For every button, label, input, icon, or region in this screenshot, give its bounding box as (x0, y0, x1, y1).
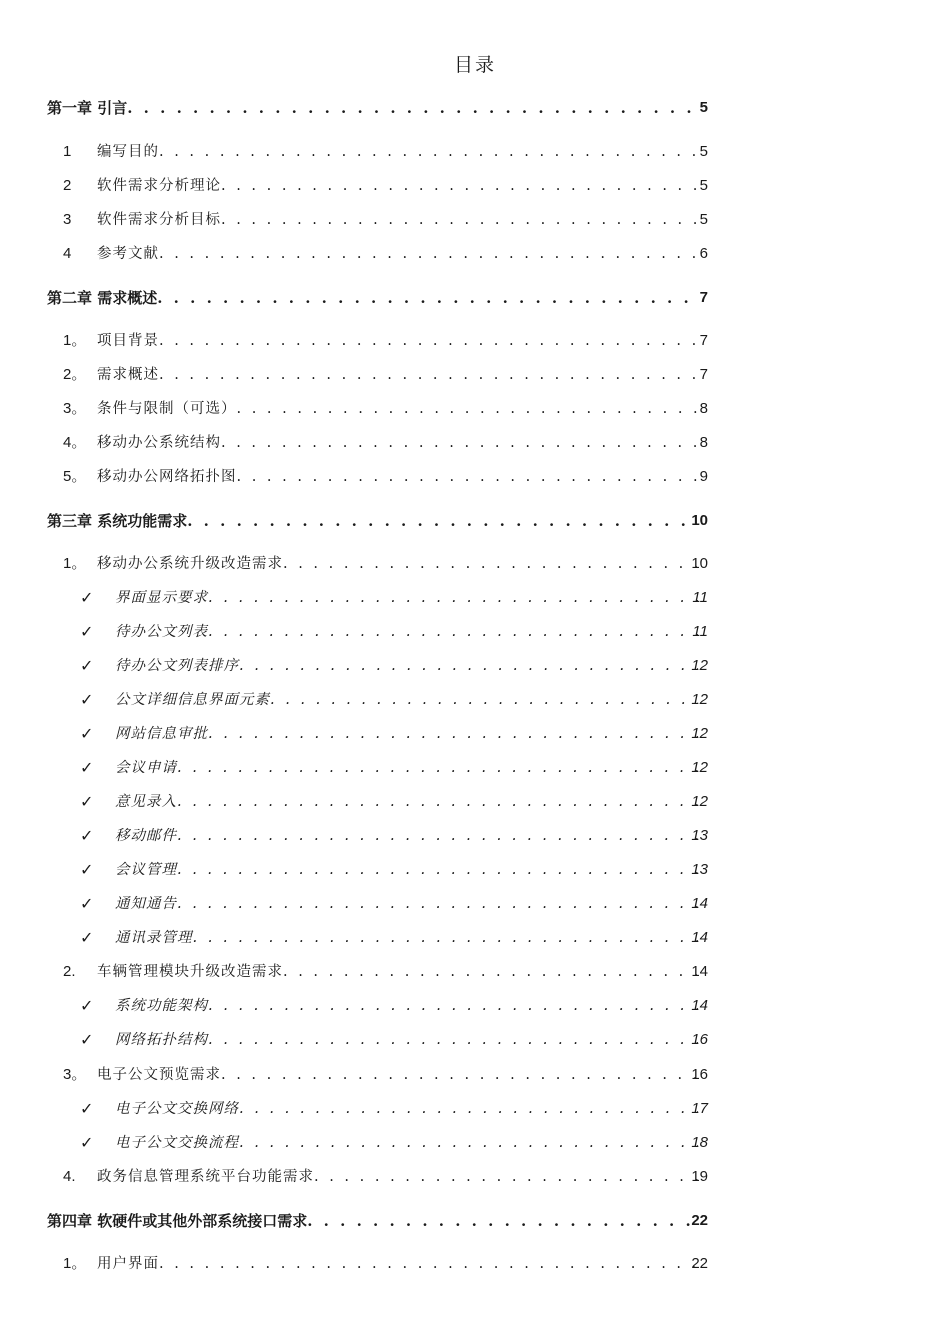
toc-entry-page-number: 12 (691, 759, 708, 776)
toc-entry-sub[interactable] (0, 1028, 950, 1050)
toc-entry-title: 待办公文列表 (115, 624, 208, 640)
dot-leader (208, 588, 698, 608)
toc-title: 目录 (453, 54, 496, 76)
toc-entry-sub[interactable] (0, 790, 950, 812)
toc-entry-page-number: 5 (699, 211, 708, 228)
toc-entry-page-number: 6 (699, 245, 708, 262)
toc-entry-chapter[interactable] (0, 509, 950, 531)
dot-leader (159, 244, 698, 264)
checkmark-icon: ✓ (80, 656, 94, 675)
dot-leader (159, 142, 698, 162)
dot-leader (237, 399, 699, 419)
toc-entry-title: 车辆管理模块升级改造需求 (97, 964, 283, 980)
dot-leader (177, 826, 698, 846)
dot-leader (177, 758, 698, 778)
toc-entry-title: 用户界面 (97, 1256, 159, 1272)
toc-entry-number: 4 (63, 245, 72, 262)
dot-leader (283, 962, 698, 982)
checkmark-icon: ✓ (80, 690, 94, 709)
toc-entry-sub[interactable] (0, 994, 950, 1016)
toc-entry-sec[interactable] (0, 465, 950, 487)
toc-entry-page-number: 18 (691, 1134, 708, 1151)
toc-entry-sub[interactable] (0, 824, 950, 846)
toc-entry-number: 1 (63, 143, 72, 160)
dot-leader (159, 331, 698, 351)
toc-entry-page-number: 14 (691, 929, 708, 946)
toc-entry-sec[interactable] (0, 140, 950, 162)
checkmark-icon: ✓ (80, 622, 94, 641)
toc-entry-sec[interactable] (0, 397, 950, 419)
toc-entry-title: 第三章 系统功能需求 (47, 512, 188, 530)
dot-leader (239, 1133, 698, 1153)
toc-entry-number: 3。 (63, 1066, 87, 1083)
toc-entry-title: 会议管理 (115, 862, 177, 878)
toc-entry-sec[interactable] (0, 1165, 950, 1187)
toc-entry-page-number: 11 (692, 589, 708, 606)
toc-entry-title: 系统功能架构 (115, 998, 208, 1014)
checkmark-icon: ✓ (80, 996, 94, 1015)
toc-entry-sec[interactable] (0, 1252, 950, 1274)
toc-entry-number: 1。 (63, 555, 87, 572)
dot-leader (208, 622, 698, 642)
checkmark-icon: ✓ (80, 928, 94, 947)
toc-entry-title: 项目背景 (97, 333, 159, 349)
toc-entry-sec[interactable] (0, 431, 950, 453)
toc-entry-title: 条件与限制（可选） (97, 401, 237, 417)
toc-entry-sub[interactable] (0, 858, 950, 880)
toc-entry-title: 政务信息管理系统平台功能需求 (97, 1169, 314, 1185)
dot-leader (221, 433, 698, 453)
dot-leader (307, 1211, 698, 1231)
toc-entry-number: 2. (63, 963, 76, 980)
toc-entry-number: 2 (63, 177, 72, 194)
toc-entry-page-number: 12 (691, 691, 708, 708)
toc-entry-number: 5。 (63, 468, 87, 485)
dot-leader (187, 511, 698, 531)
toc-entry-page-number: 17 (691, 1100, 708, 1117)
toc-entry-number: 4. (63, 1168, 76, 1185)
toc-entry-title: 移动办公系统升级改造需求 (97, 556, 283, 572)
dot-leader (127, 98, 698, 118)
checkmark-icon: ✓ (80, 826, 94, 845)
toc-entry-page-number: 16 (691, 1031, 708, 1048)
toc-entry-page-number: 12 (691, 657, 708, 674)
toc-entry-page-number: 8 (699, 434, 708, 451)
toc-entry-title: 第四章 软硬件或其他外部系统接口需求 (47, 1212, 308, 1230)
toc-entry-title: 参考文献 (97, 246, 159, 262)
toc-entry-title: 界面显示要求 (115, 590, 208, 606)
toc-entry-sub[interactable] (0, 688, 950, 710)
dot-leader (177, 860, 698, 880)
toc-entry-sub[interactable] (0, 586, 950, 608)
toc-entry-title: 第二章 需求概述 (47, 289, 158, 307)
checkmark-icon: ✓ (80, 724, 94, 743)
dot-leader (237, 467, 699, 487)
toc-entry-title: 会议申请 (115, 760, 177, 776)
toc-entry-number: 2。 (63, 366, 87, 383)
toc-entry-title: 需求概述 (97, 367, 159, 383)
toc-entry-title: 第一章 引言 (47, 99, 128, 117)
toc-entry-title: 通知通告 (115, 896, 177, 912)
dot-leader (193, 928, 699, 948)
dot-leader (221, 1065, 698, 1085)
toc-entry-page-number: 7 (699, 289, 708, 306)
toc-entry-title: 公文详细信息界面元素 (115, 692, 270, 708)
checkmark-icon: ✓ (80, 1133, 94, 1152)
toc-entry-page-number: 22 (691, 1212, 708, 1229)
toc-entry-page-number: 5 (699, 143, 708, 160)
toc-entry-page-number: 7 (699, 366, 708, 383)
toc-entry-title: 待办公文列表排序 (115, 658, 239, 674)
toc-entry-sec[interactable] (0, 552, 950, 574)
dot-leader (314, 1167, 698, 1187)
checkmark-icon: ✓ (80, 1099, 94, 1118)
toc-entry-sub[interactable] (0, 756, 950, 778)
toc-entry-sec[interactable] (0, 174, 950, 196)
toc-entry-title: 软件需求分析目标 (97, 212, 221, 228)
toc-entry-title: 软件需求分析理论 (97, 178, 221, 194)
toc-entry-page-number: 14 (691, 963, 708, 980)
toc-entry-chapter[interactable] (0, 286, 950, 308)
toc-entry-title: 电子公文交换流程 (115, 1135, 239, 1151)
dot-leader (208, 1030, 698, 1050)
dot-leader (221, 176, 698, 196)
toc-entry-page-number: 9 (699, 468, 708, 485)
toc-entry-page-number: 14 (691, 895, 708, 912)
toc-entry-page-number: 12 (691, 793, 708, 810)
checkmark-icon: ✓ (80, 758, 94, 777)
toc-entry-sub[interactable] (0, 620, 950, 642)
dot-leader (177, 894, 698, 914)
toc-entry-sub[interactable] (0, 654, 950, 676)
toc-entry-chapter[interactable] (0, 1209, 950, 1231)
toc-entry-sec[interactable] (0, 242, 950, 264)
toc-entry-page-number: 8 (699, 400, 708, 417)
toc-entry-chapter[interactable] (0, 96, 950, 118)
toc-entry-page-number: 16 (691, 1066, 708, 1083)
dot-leader (159, 365, 698, 385)
toc-entry-page-number: 19 (691, 1168, 708, 1185)
toc-entry-sub[interactable] (0, 926, 950, 948)
toc-entry-title: 移动邮件 (115, 828, 177, 844)
dot-leader (283, 554, 698, 574)
toc-entry-page-number: 7 (699, 332, 708, 349)
dot-leader (177, 792, 698, 812)
toc-entry-sub[interactable] (0, 892, 950, 914)
toc-entry-number: 4。 (63, 434, 87, 451)
dot-leader (159, 1254, 698, 1274)
checkmark-icon: ✓ (80, 792, 94, 811)
toc-entry-title: 通讯录管理 (115, 930, 193, 946)
toc-entry-sub[interactable] (0, 1131, 950, 1153)
toc-entry-page-number: 10 (691, 512, 708, 529)
toc-entry-title: 移动办公网络拓扑图 (97, 469, 237, 485)
toc-entry-page-number: 13 (691, 861, 708, 878)
toc-entry-page-number: 13 (691, 827, 708, 844)
toc-entry-page-number: 5 (699, 99, 708, 116)
checkmark-icon: ✓ (80, 860, 94, 879)
toc-entry-title: 意见录入 (115, 794, 177, 810)
toc-entry-title: 移动办公系统结构 (97, 435, 221, 451)
checkmark-icon: ✓ (80, 894, 94, 913)
toc-entry-number: 1。 (63, 1255, 87, 1272)
toc-entry-page-number: 11 (692, 623, 708, 640)
toc-entry-number: 3 (63, 211, 72, 228)
dot-leader (157, 288, 698, 308)
dot-leader (239, 1099, 698, 1119)
toc-entry-number: 3。 (63, 400, 87, 417)
toc-entry-title: 网络拓扑结构 (115, 1032, 208, 1048)
toc-entry-sub[interactable] (0, 1097, 950, 1119)
toc-entry-sec[interactable] (0, 363, 950, 385)
dot-leader (221, 210, 698, 230)
toc-entry-page-number: 10 (691, 555, 708, 572)
dot-leader (239, 656, 698, 676)
checkmark-icon: ✓ (80, 1030, 94, 1049)
toc-entry-title: 编写目的 (97, 144, 159, 160)
dot-leader (208, 724, 698, 744)
toc-entry-page-number: 5 (699, 177, 708, 194)
toc-entry-sub[interactable] (0, 722, 950, 744)
toc-entry-title: 电子公文交换网络 (115, 1101, 239, 1117)
toc-entry-page-number: 22 (691, 1255, 708, 1272)
toc-entry-title: 电子公文预览需求 (97, 1067, 221, 1083)
checkmark-icon: ✓ (80, 588, 94, 607)
toc-entry-sec[interactable] (0, 208, 950, 230)
toc-entry-page-number: 12 (691, 725, 708, 742)
dot-leader (208, 996, 698, 1016)
toc-entry-sec[interactable] (0, 960, 950, 982)
toc-entry-title: 网站信息审批 (115, 726, 208, 742)
toc-entry-sec[interactable] (0, 329, 950, 351)
toc-entry-number: 1。 (63, 332, 87, 349)
dot-leader (270, 690, 698, 710)
toc-entry-sec[interactable] (0, 1063, 950, 1085)
toc-entry-page-number: 14 (691, 997, 708, 1014)
